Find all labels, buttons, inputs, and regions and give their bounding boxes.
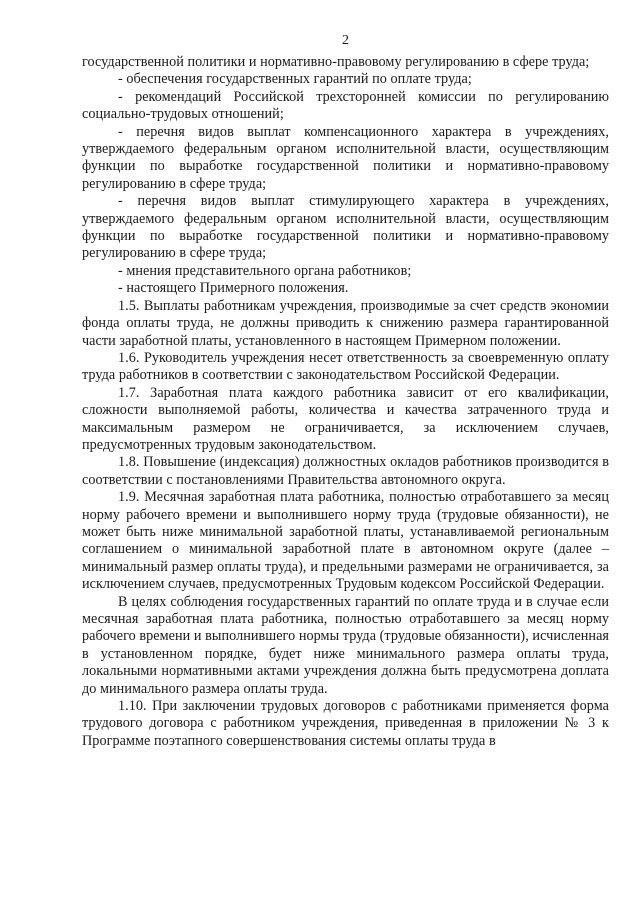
clause-1-6: 1.6. Руководитель учреждения несет ответственность за своевременную оплату труда работников в соответствии с законодательством Российской Федерации. — [82, 349, 609, 384]
page-number: 2 — [342, 33, 349, 48]
list-item-this-regulation: - настоящего Примерного положения. — [118, 280, 349, 297]
list-item-tripartite-commission: - рекомендаций Российской трехсторонней комиссии по регулированию социально-трудовых отношений; — [82, 88, 609, 123]
list-item-incentive-payments: - перечня видов выплат стимулирующего характера в учреждениях, утверждаемого федеральным органом исполнительной власти, осуществляющим функции по выработке государственной политики и нормативно-правовому регулированию в сфере труда; — [82, 193, 609, 262]
list-item-employee-body: - мнения представительного органа работников; — [118, 262, 412, 279]
clause-1-7: 1.7. Заработная плата каждого работника зависит от его квалификации, сложности выполняемой работы, количества и качества затраченного труда и максимальным размером не ограничивается, за исключением случаев, предусмотренных трудовым законодательством. — [82, 384, 609, 453]
clause-1-5: 1.5. Выплаты работникам учреждения, производимые за счет средств экономии фонда оплаты труда, не должны приводить к снижению размера гарантированной части заработной платы, установленного в настоящем Примерном положении. — [82, 297, 609, 349]
clause-1-10: 1.10. При заключении трудовых договоров с работниками применяется форма трудового договора с работником учреждения, приведенная в приложении № 3 к Программе поэтапного совершенствования системы оплаты труда в — [82, 698, 609, 749]
list-item-guarantees: - обеспечения государственных гарантий по оплате труда; — [118, 71, 472, 88]
clause-1-9-continuation: В целях соблюдения государственных гарантий по оплате труда и в случае если месячная заработная плата работника, полностью отработавшего за месяц норму рабочего времени и выполнившего нормы труда (трудовые обязанности), исчисленная в установленном порядке, будет ниже минимального размера оплаты труда, локальными нормативными актами учреждения должна быть предусмотрена доплата до минимального размера оплаты труда. — [82, 593, 609, 697]
paragraph-continuation: государственной политики и нормативно-правовому регулированию в сфере труда; — [82, 54, 590, 70]
clause-1-8: 1.8. Повышение (индексация) должностных окладов работников производится в соответствии с постановлениями Правительства автономного округа. — [82, 454, 609, 488]
list-item-compensation-payments: - перечня видов выплат компенсационного характера в учреждениях, утверждаемого федеральным органом исполнительной власти, осуществляющим функции по выработке государственной политики и нормативно-правовому регулированию в сфере труда; — [82, 123, 609, 192]
clause-1-9: 1.9. Месячная заработная плата работника, полностью отработавшего за месяц норму рабочего времени и выполнившего норму труда (трудовые обязанности), не может быть ниже минимальной заработной платы, устанавливаемой региональным соглашением о минимальной заработной плате в автономном округе (далее – минимальный размер оплаты труда), и предельными размерами не ограничивается, за исключением случаев, предусмотренных Трудовым кодексом Российской Федерации. — [82, 489, 609, 593]
